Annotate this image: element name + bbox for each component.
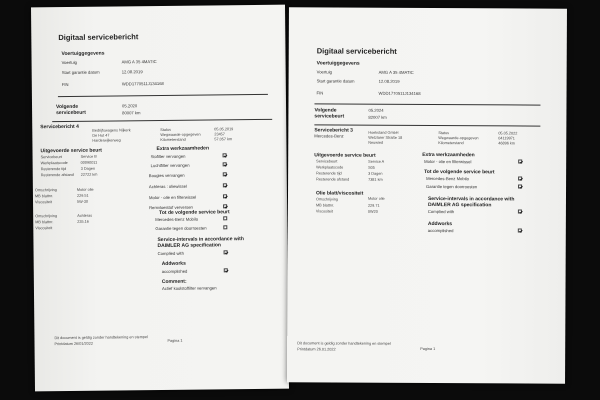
performed-heading: Uitgevoerde service beurt xyxy=(40,147,102,155)
service-report-heading: Servicebericht 4 xyxy=(40,123,79,131)
oil-value: Achteras xyxy=(77,213,93,218)
footer-print-date: Printdatum 26/01/2022 xyxy=(54,341,93,347)
performed-value: 22722 km xyxy=(80,172,98,177)
fin-label: FIN xyxy=(61,81,69,88)
addworks-value: accomplished xyxy=(161,268,188,274)
oil-value: 229.51 xyxy=(76,193,89,198)
checkbox-checked xyxy=(223,172,227,176)
warranty-label: Start garantie datum xyxy=(316,78,355,84)
next-service-date: 05.2024 xyxy=(368,107,384,113)
service-report-page-right xyxy=(287,7,567,383)
performed-value: 3 Dagen xyxy=(368,171,383,176)
oil-value: 235.16 xyxy=(77,219,89,224)
performed-value: 3 Dagen xyxy=(80,166,96,171)
status-value: 05.05.2022 xyxy=(498,131,518,136)
next-plan-item: Garantie tegen doorroesten xyxy=(155,225,207,232)
oil-label: MB blattnr. xyxy=(34,194,54,199)
checkbox-checked xyxy=(518,176,522,180)
km-value: 57.057 km xyxy=(214,137,233,142)
partner-line: Wetzlarer Straße 18 xyxy=(368,135,403,140)
addworks-value: accomplished xyxy=(427,228,454,234)
checkbox-unchecked xyxy=(223,216,227,220)
next-service-label-2: servicebeurt xyxy=(56,109,86,117)
oil-label: Omschrijving xyxy=(35,214,58,219)
oil-value: 229.71 xyxy=(367,203,380,208)
performed-label: Servicebeurt xyxy=(40,155,62,160)
oil-label: Omschrijving xyxy=(315,197,338,202)
warranty-label: Start garantie datum xyxy=(61,69,100,76)
oil-label: Viscositeit xyxy=(35,226,53,231)
extra-work-item: Achteras : oliewissel xyxy=(148,183,187,190)
addworks-heading: Addworks xyxy=(427,221,453,228)
odometer-value: 23457 xyxy=(214,132,225,137)
oil-value: 5W-30 xyxy=(77,199,89,204)
performed-value: 7381 km xyxy=(368,177,383,182)
fin-label: FIN xyxy=(316,90,324,96)
footer-print-date: Printdatum 26.01.2022 xyxy=(297,347,336,352)
performed-label: Resterende afstand xyxy=(40,172,74,178)
partner-line: De Hut 47 xyxy=(92,133,110,138)
page-title: Digitaal servicebericht xyxy=(58,32,139,43)
intervals-value: Complied with xyxy=(427,209,455,215)
partner-line: Harderwijkerweg xyxy=(92,138,121,143)
fin-value: WDD1770511J134168 xyxy=(121,80,164,87)
next-plan-heading: Tot de volgende service beurt xyxy=(424,168,495,176)
checkbox-checked xyxy=(518,228,522,232)
checkbox-checked xyxy=(518,209,522,213)
next-service-label: Volgende xyxy=(314,107,337,114)
intervals-heading-2: DAIMLER AG specification xyxy=(157,242,221,250)
intervals-value: Complied with xyxy=(157,250,184,257)
performed-label: Servicebeurt xyxy=(316,159,338,164)
vehicle-heading: Voertuiggegevens xyxy=(61,50,105,58)
performed-value: Service A xyxy=(368,159,385,164)
extra-work-heading: Extra werkzaamheden xyxy=(156,145,210,153)
extra-work-item: Motor - olie en filterwissel xyxy=(424,158,472,165)
checkbox-checked xyxy=(223,153,227,157)
km-label: Kilometerstand xyxy=(438,141,464,146)
checkbox-checked xyxy=(224,268,228,272)
status-label: Status xyxy=(160,127,172,132)
extra-work-item: Bougies vervangen xyxy=(148,172,185,179)
page-title: Digitaal servicebericht xyxy=(316,46,397,56)
partner-line: Neuwied xyxy=(368,140,384,145)
warranty-value: 12.08.2019 xyxy=(378,78,400,84)
performed-label: Resterende tijd xyxy=(316,171,342,176)
next-service-label-2: servicebeurt xyxy=(314,113,345,120)
next-service-date: 05.2020 xyxy=(122,103,138,109)
partner-name: Mercedes-Benz xyxy=(314,133,344,139)
comment-heading: Comment: xyxy=(161,278,187,285)
next-plan-heading: Tot de volgende service beurt xyxy=(159,209,230,217)
oil-heading: Olie blatt/viscositeit xyxy=(315,190,364,197)
extra-work-item: Remvloeistof verversen xyxy=(149,204,193,211)
odometer-label: Wegwaarde-opgegeven xyxy=(438,136,479,141)
vehicle-label: Voertuig xyxy=(61,59,77,66)
checkbox-checked xyxy=(223,194,227,198)
status-label: Status xyxy=(438,131,450,136)
oil-label: MB blattnr. xyxy=(35,220,54,225)
next-service-label: Volgende xyxy=(56,103,79,111)
service-report-page-left xyxy=(31,5,289,392)
partner-line: Hoekstand GmbH xyxy=(368,130,399,135)
next-service-km: 82007 km xyxy=(368,114,387,120)
checkbox-checked xyxy=(518,184,522,188)
oil-label: Viscositeit xyxy=(315,209,333,214)
checkbox-checked xyxy=(223,183,227,187)
oil-label: Omschrijving xyxy=(34,188,57,193)
intervals-heading: Service-intervals in accordance with xyxy=(157,236,244,244)
intervals-heading: Service-intervals in accordance with xyxy=(427,196,515,203)
footer-note: Dit document is geldig zonder handtekening en stempel xyxy=(297,341,391,346)
performed-label: Resterende tijd xyxy=(40,166,67,172)
oil-label: MB blattnr. xyxy=(315,203,335,208)
performed-value: 00090011 xyxy=(80,160,98,165)
vehicle-value: AMG A 35 4MATIC xyxy=(378,69,414,75)
fin-value: WDD1770511J134168 xyxy=(378,90,421,96)
addworks-heading: Addworks xyxy=(161,260,186,267)
divider xyxy=(52,119,272,122)
next-plan-item: Mercedes-Benz Mobilo xyxy=(155,216,199,223)
extra-work-heading: Extra werkzaamheden xyxy=(422,151,475,159)
comment-value: Actief koolstoffilter vervangen xyxy=(161,285,217,291)
checkbox-checked xyxy=(518,159,522,163)
next-plan-item: Mercedes-Benz Mobilo xyxy=(426,175,469,182)
checkbox-unchecked xyxy=(223,225,227,229)
footer-page-number: Pagina 1 xyxy=(167,338,183,343)
performed-value: S05 xyxy=(368,165,375,170)
oil-value: 0W20 xyxy=(367,209,378,214)
footer-note: Dit document is geldig zonder handtekening en stempel xyxy=(54,335,148,341)
odometer-value: 04119971 xyxy=(498,136,515,141)
performed-label: Resterende afstand xyxy=(316,177,350,182)
next-plan-item: Garantie tegen doorroesten xyxy=(426,183,478,190)
footer-page-number: Pagina 1 xyxy=(420,346,436,352)
checkbox-checked xyxy=(223,204,227,208)
oil-value: Motor olie xyxy=(367,196,385,201)
service-report-heading: Servicebericht 3 xyxy=(314,127,353,134)
intervals-heading-2: DAIMLER AG specification xyxy=(427,202,492,209)
divider xyxy=(314,124,540,126)
vehicle-label: Voertuig xyxy=(316,69,333,75)
km-value: 46896 km xyxy=(498,141,515,146)
vehicle-value: AMG A 35 4MATIC xyxy=(121,59,157,65)
performed-label: Werkplaatscode xyxy=(40,160,68,166)
extra-work-item: Luchtfilter vervangen xyxy=(150,162,190,169)
divider xyxy=(314,103,540,105)
next-service-km: 80007 km xyxy=(122,110,141,116)
checkbox-checked xyxy=(223,162,227,166)
oil-value: Motor olie xyxy=(76,187,94,192)
divider xyxy=(58,94,268,97)
odometer-label: Wegwaarde-opgegeven xyxy=(160,132,201,137)
performed-heading: Uitgevoerde service beurt xyxy=(314,152,376,159)
vehicle-heading: Voertuiggegevens xyxy=(316,60,360,67)
performed-label: Werkplaatscode xyxy=(316,165,344,170)
performed-value: Service B xyxy=(80,154,97,159)
extra-work-item: Motor - olie en filterwissel xyxy=(148,194,197,201)
oil-label: Viscositeit xyxy=(35,200,53,205)
partner-line: Bedrijfswagens Nijkerk xyxy=(92,128,131,133)
checkbox-checked xyxy=(224,250,228,254)
warranty-value: 12.08.2019 xyxy=(121,69,143,75)
km-label: Kilometerstand xyxy=(160,137,186,142)
extra-work-item: Stofilter vervangen xyxy=(150,153,186,160)
status-value: 05.05.2019 xyxy=(214,127,234,132)
